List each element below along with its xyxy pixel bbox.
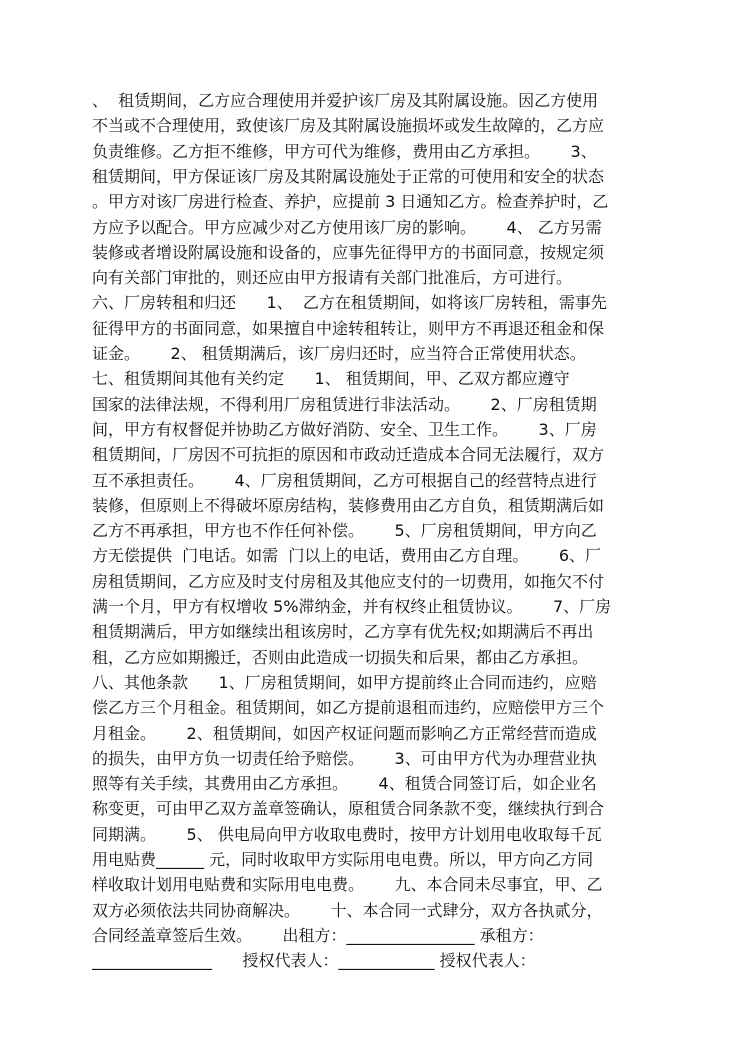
text-line: 装修或者增设附属设施和设备的，应事先征得甲方的书面同意，按规定须 bbox=[92, 242, 605, 262]
text-line: _______________ 授权代表人：____________ 授权代表人： bbox=[92, 951, 536, 971]
text-line: 证金。 2、 租赁期满后，该厂房归还时，应当符合正常使用状态。 bbox=[92, 344, 586, 363]
text-line: 称变更，可由甲乙双方盖章签确认，原租赁合同条款不变，继续执行到合 bbox=[92, 799, 605, 819]
text-line: 方应予以配合。甲方应减少对乙方使用该厂房的影响。 4、 乙方另需 bbox=[92, 217, 602, 237]
text-line: 的损失，由甲方负一切责任给予赔偿。 3、可由甲方代为办理营业执 bbox=[92, 748, 597, 768]
text-line: 租赁期间，厂房因不可抗拒的原因和市政动迁造成本合同无法履行，双方 bbox=[92, 445, 605, 465]
text-line: 国家的法律法规，不得利用厂房租赁进行非法活动。 2、厂房租赁期 bbox=[92, 394, 597, 414]
text-line: 租赁期间，甲方保证该厂房及其附属设施处于正常的可使用和安全的状态 bbox=[92, 166, 605, 186]
text-line: 征得甲方的书面同意，如果擅自中途转租转让，则甲方不再退还租金和保 bbox=[92, 318, 605, 338]
text-line: 方无偿提供 门电话。如需 门以上的电话，费用由乙方自理。 6、厂 bbox=[92, 546, 602, 566]
text-line: 间，甲方有权督促并协助乙方做好消防、安全、卫生工作。 3、厂房 bbox=[92, 419, 597, 439]
text-line: 用电贴费______ 元，同时收取甲方实际用电电费。所以，甲方向乙方同 bbox=[92, 850, 594, 869]
text-line: 偿乙方三个月租金。租赁期间，如乙方提前退租而违约，应赔偿甲方三个 bbox=[92, 698, 605, 718]
text-line: 八、其他条款 1、厂房租赁期间，如甲方提前终止合同而违约，应赔 bbox=[92, 672, 597, 692]
text-line: 七、租赁期间其他有关约定 1、 租赁期间，甲、乙双方都应遵守 bbox=[92, 369, 570, 389]
text-line: 月租金。 2、租赁期间，如因产权证问题而影响乙方正常经营而造成 bbox=[92, 723, 597, 743]
text-line: 负责维修。乙方拒不维修，甲方可代为维修，费用由乙方承担。 3、 bbox=[92, 141, 597, 161]
text-line: 。甲方对该厂房进行检查、养护，应提前 3 日通知乙方。检查养护时，乙 bbox=[92, 192, 609, 212]
text-line: 向有关部门审批的，则还应由甲方报请有关部门批准后，方可进行。 bbox=[92, 268, 573, 288]
text-line: 装修，但原则上不得破坏原房结构，装修费用由乙方自负，租赁期满后如 bbox=[92, 495, 605, 515]
text-line: 租赁期满后，甲方如继续出租该房时，乙方享有优先权;如期满后不再出 bbox=[92, 622, 594, 642]
text-line: 六、厂房转租和归还 1、 乙方在租赁期间，如将该厂房转租，需事先 bbox=[92, 293, 607, 313]
text-line: 租，乙方应如期搬迁，否则由此造成一切损失和后果，都由乙方承担。 bbox=[92, 647, 589, 667]
text-line: 、 租赁期间，乙方应合理使用并爱护该厂房及其附属设施。因乙方使用 bbox=[92, 91, 599, 110]
text-line: 双方必须依法共同协商解决。 十、本合同一式肆分，双方各执贰分， bbox=[92, 900, 603, 920]
text-line: 不当或不合理使用，致使该厂房及其附属设施损坏或发生故障的，乙方应 bbox=[92, 116, 605, 136]
text-line: 互不承担责任。 4、厂房租赁期间，乙方可根据自己的经营特点进行 bbox=[92, 470, 597, 490]
text-line: 满一个月，甲方有权增收 5%滞纳金，并有权终止租赁协议。 7、厂房 bbox=[92, 597, 612, 616]
text-line: 照等有关手续，其费用由乙方承担。 4、租赁合同签订后，如企业名 bbox=[92, 774, 597, 794]
text-line: 合同经盖章签后生效。 出租方：________________ 承租方： bbox=[92, 925, 544, 945]
text-line: 样收取计划用电贴费和实际用电电费。 九、本合同未尽事宜，甲、乙 bbox=[92, 875, 603, 895]
text-line: 同期满。 5、 供电局向甲方收取电费时，按甲方计划用电收取每千瓦 bbox=[92, 824, 602, 844]
text-line: 房租赁期间，乙方应及时支付房租及其他应支付的一切费用，如拖欠不付 bbox=[92, 571, 605, 591]
text-line: 乙方不再承担，甲方也不作任何补偿。 5、厂房租赁期间，甲方向乙 bbox=[92, 521, 597, 541]
